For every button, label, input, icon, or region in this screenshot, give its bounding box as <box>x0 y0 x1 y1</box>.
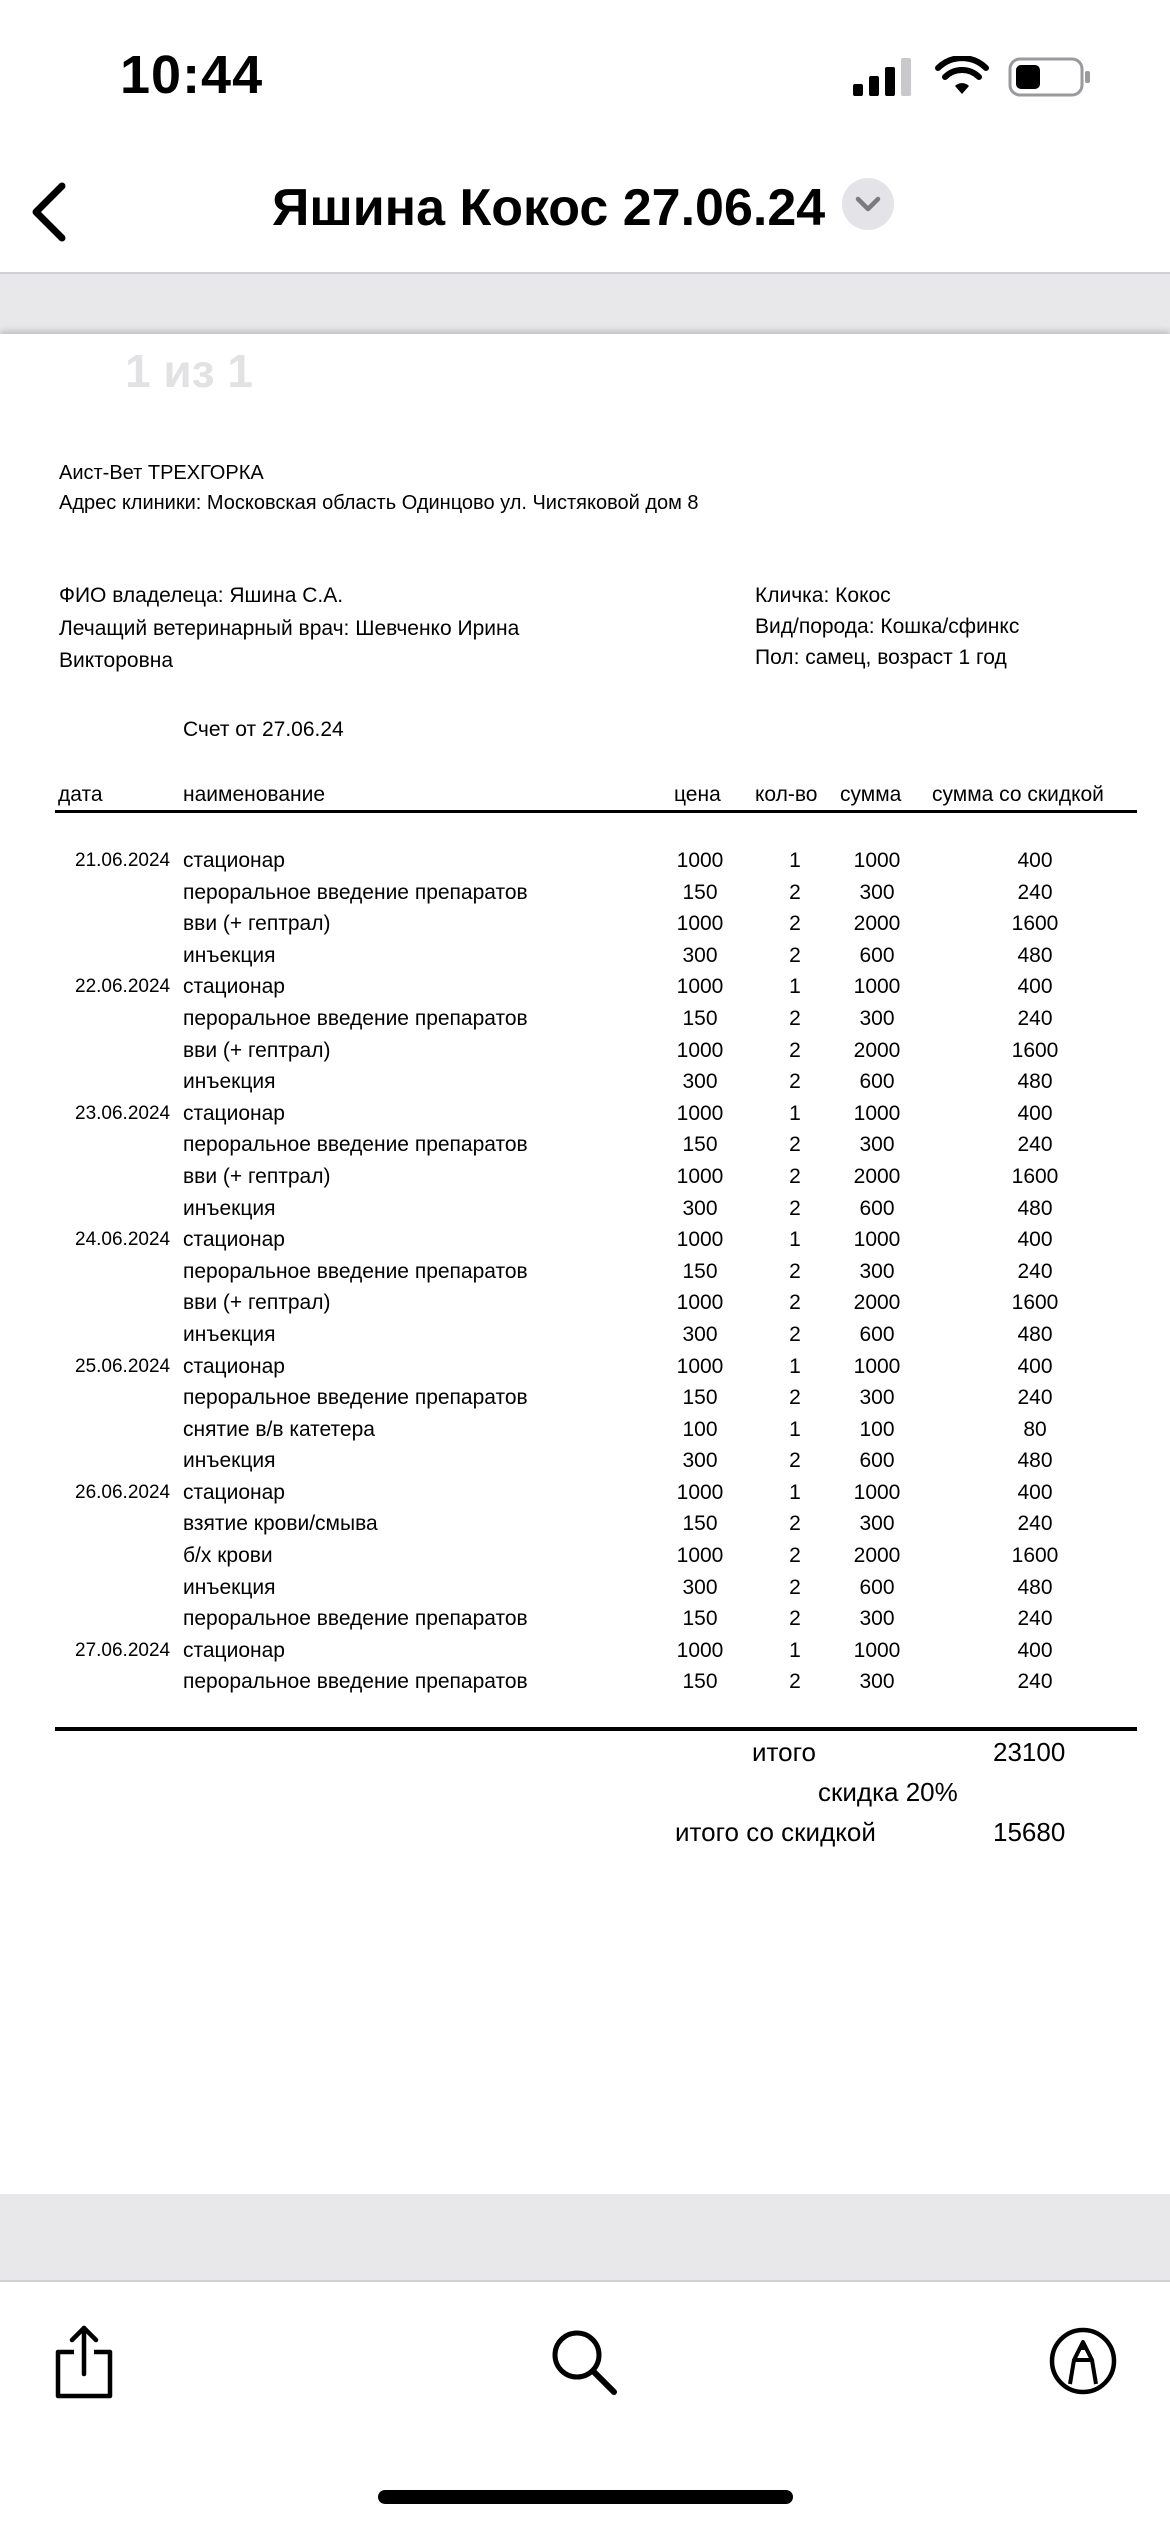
table-row <box>0 1256 1170 1288</box>
cell-price: 1000 <box>676 1291 724 1315</box>
cell-name: стационар <box>183 975 285 999</box>
table-row <box>0 1414 1170 1446</box>
chevron-left-icon[interactable] <box>18 172 82 252</box>
cell-discounted: 240 <box>1017 1259 1053 1283</box>
cell-discounted: 240 <box>1017 1607 1053 1631</box>
discount-label: скидка 20% <box>818 1777 958 1807</box>
cell-qty: 1 <box>789 975 801 999</box>
cell-discounted: 400 <box>1017 1354 1053 1378</box>
cell-name: инъекция <box>183 943 276 967</box>
cell-qty: 1 <box>789 1228 801 1252</box>
table-header-divider <box>55 810 1137 813</box>
table-row <box>0 971 1170 1003</box>
cell-discounted: 480 <box>1017 1322 1053 1346</box>
cellular-signal-icon <box>853 58 915 96</box>
cell-qty: 2 <box>789 1164 801 1188</box>
cell-price: 300 <box>682 1322 718 1346</box>
cell-discounted: 480 <box>1017 1196 1053 1220</box>
cell-price: 1000 <box>676 1038 724 1062</box>
cell-sum: 600 <box>859 1449 895 1473</box>
cell-price: 150 <box>682 1670 718 1694</box>
cell-price: 150 <box>682 1386 718 1410</box>
column-header-qty: кол-во <box>755 783 818 806</box>
cell-date: 24.06.2024 <box>75 1229 171 1251</box>
cell-price: 150 <box>682 880 718 904</box>
table-row <box>0 1666 1170 1698</box>
cell-sum: 2000 <box>853 1164 901 1188</box>
cell-discounted: 1600 <box>1011 1291 1059 1315</box>
table-row <box>0 1035 1170 1067</box>
invoice-table-body <box>0 845 1170 1698</box>
cell-price: 300 <box>682 1070 718 1094</box>
table-row <box>0 1129 1170 1161</box>
table-row <box>0 1161 1170 1193</box>
cell-price: 1000 <box>676 1164 724 1188</box>
table-row <box>0 1003 1170 1035</box>
table-row <box>0 1224 1170 1256</box>
cell-date: 25.06.2024 <box>75 1355 171 1377</box>
cell-date: 21.06.2024 <box>75 850 171 871</box>
cell-qty: 2 <box>789 943 801 967</box>
cell-qty: 1 <box>789 1417 801 1441</box>
cell-discounted: 1600 <box>1011 1164 1059 1188</box>
cell-discounted: 1600 <box>1011 1544 1059 1568</box>
cell-name: вви (+ гептрал) <box>183 1291 331 1315</box>
table-row <box>0 1508 1170 1540</box>
cell-discounted: 240 <box>1017 1670 1053 1694</box>
invoice-date: Счет от 27.06.24 <box>183 718 344 741</box>
cell-price: 300 <box>682 943 718 967</box>
cell-sum: 300 <box>859 1512 895 1536</box>
cell-name: пероральное введение препаратов <box>183 1607 528 1631</box>
cell-discounted: 80 <box>1023 1417 1047 1441</box>
pet-breed: Вид/порода: Кошка/сфинкс <box>755 615 1020 638</box>
cell-sum: 300 <box>859 1607 895 1631</box>
cell-sum: 1000 <box>853 1354 901 1378</box>
cell-date: 27.06.2024 <box>75 1639 171 1661</box>
clinic-address: Адрес клиники: Московская область Одинцово ул. Чистяковой дом 8 <box>59 492 699 514</box>
cell-name: стационар <box>183 1101 285 1125</box>
pdf-page[interactable] <box>0 334 1170 2194</box>
doctor-name: Лечащий ветеринарный врач: Шевченко Ирина Викторовна <box>59 617 520 672</box>
cell-qty: 2 <box>789 880 801 904</box>
cell-sum: 1000 <box>853 1480 901 1504</box>
cell-price: 1000 <box>676 1544 724 1568</box>
cell-sum: 2000 <box>853 1038 901 1062</box>
cell-sum: 300 <box>859 880 895 904</box>
cell-sum: 600 <box>859 1575 895 1599</box>
total-value: 23100 <box>993 1737 1066 1767</box>
cell-qty: 2 <box>789 1512 801 1536</box>
cell-price: 1000 <box>676 1228 724 1252</box>
cell-date: 22.06.2024 <box>75 976 171 998</box>
cell-qty: 2 <box>789 912 801 936</box>
battery-icon <box>1008 56 1092 98</box>
cell-sum: 300 <box>859 1386 895 1410</box>
cell-sum: 1000 <box>853 1228 901 1252</box>
cell-discounted: 480 <box>1017 943 1053 967</box>
cell-discounted: 240 <box>1017 1133 1053 1157</box>
cell-qty: 2 <box>789 1670 801 1694</box>
cell-price: 1000 <box>676 975 724 999</box>
cell-qty: 2 <box>789 1575 801 1599</box>
cell-qty: 2 <box>789 1006 801 1030</box>
status-time: 10:44 <box>120 45 264 105</box>
cell-date: 26.06.2024 <box>75 1481 171 1503</box>
table-row <box>0 940 1170 972</box>
cell-name: стационар <box>183 1354 285 1378</box>
cell-discounted: 400 <box>1017 1101 1053 1125</box>
cell-discounted: 240 <box>1017 1006 1053 1030</box>
cell-sum: 2000 <box>853 1291 901 1315</box>
cell-discounted: 240 <box>1017 880 1053 904</box>
cell-qty: 2 <box>789 1322 801 1346</box>
cell-price: 150 <box>682 1607 718 1631</box>
cell-price: 300 <box>682 1449 718 1473</box>
cell-sum: 300 <box>859 1259 895 1283</box>
owner-name: ФИО владелеца: Яшина С.А. <box>59 584 344 607</box>
cell-name: инъекция <box>183 1575 276 1599</box>
total-discounted-label: итого со скидкой <box>675 1817 876 1847</box>
cell-sum: 600 <box>859 943 895 967</box>
cell-discounted: 480 <box>1017 1449 1053 1473</box>
cell-price: 1000 <box>676 1480 724 1504</box>
column-header-sum: сумма <box>840 783 902 806</box>
cell-qty: 2 <box>789 1544 801 1568</box>
cell-qty: 2 <box>789 1070 801 1094</box>
wifi-icon <box>935 56 989 96</box>
cell-name: стационар <box>183 1480 285 1504</box>
table-row <box>0 1319 1170 1351</box>
cell-name: стационар <box>183 1638 285 1662</box>
cell-sum: 1000 <box>853 1101 901 1125</box>
navigation-bar <box>0 150 1170 274</box>
cell-price: 150 <box>682 1512 718 1536</box>
cell-discounted: 400 <box>1017 849 1053 872</box>
table-row <box>0 1287 1170 1319</box>
cell-qty: 2 <box>789 1386 801 1410</box>
chevron-down-icon[interactable] <box>842 178 894 230</box>
table-row <box>0 1540 1170 1572</box>
cell-price: 300 <box>682 1575 718 1599</box>
clinic-name: Аист-Вет ТРЕХГОРКА <box>59 462 264 484</box>
table-row <box>0 1351 1170 1383</box>
cell-sum: 300 <box>859 1006 895 1030</box>
cell-qty: 1 <box>789 1354 801 1378</box>
cell-sum: 300 <box>859 1670 895 1694</box>
column-header-name: наименование <box>183 783 326 806</box>
cell-sum: 600 <box>859 1196 895 1220</box>
totals-divider <box>55 1727 1137 1731</box>
table-row <box>0 1098 1170 1130</box>
cell-price: 150 <box>682 1259 718 1283</box>
cell-name: инъекция <box>183 1196 276 1220</box>
cell-qty: 2 <box>789 1196 801 1220</box>
cell-sum: 2000 <box>853 1544 901 1568</box>
cell-price: 100 <box>682 1417 718 1441</box>
cell-qty: 1 <box>789 1101 801 1125</box>
cell-sum: 1000 <box>853 849 901 872</box>
cell-sum: 1000 <box>853 1638 901 1662</box>
cell-qty: 1 <box>789 1480 801 1504</box>
cell-price: 1000 <box>676 1638 724 1662</box>
cell-name: пероральное введение препаратов <box>183 1386 528 1410</box>
column-header-price: цена <box>674 783 721 806</box>
cell-discounted: 240 <box>1017 1386 1053 1410</box>
column-header-discounted: сумма со скидкой <box>932 783 1104 806</box>
cell-date: 23.06.2024 <box>75 1102 171 1124</box>
markup-pen-icon[interactable] <box>1048 2326 1118 2396</box>
cell-qty: 2 <box>789 1291 801 1315</box>
cell-qty: 2 <box>789 1607 801 1631</box>
cell-sum: 600 <box>859 1322 895 1346</box>
table-row <box>0 1445 1170 1477</box>
cell-sum: 100 <box>859 1417 895 1441</box>
table-row <box>0 845 1170 877</box>
cell-name: пероральное введение препаратов <box>183 1670 528 1694</box>
page-indicator: 1 из 1 <box>58 334 320 408</box>
cell-price: 150 <box>682 1006 718 1030</box>
pet-sex-age: Пол: самец, возраст 1 год <box>755 646 1007 669</box>
document-title[interactable]: Яшина Кокос 27.06.24 <box>272 179 826 237</box>
cell-name: пероральное введение препаратов <box>183 1259 528 1283</box>
cell-name: пероральное введение препаратов <box>183 1133 528 1157</box>
cell-sum: 300 <box>859 1133 895 1157</box>
cell-qty: 2 <box>789 1449 801 1473</box>
table-row <box>0 1635 1170 1667</box>
total-discounted-value: 15680 <box>993 1817 1066 1847</box>
cell-discounted: 480 <box>1017 1575 1053 1599</box>
cell-price: 1000 <box>676 849 724 872</box>
table-row <box>0 1572 1170 1604</box>
cell-name: инъекция <box>183 1322 276 1346</box>
cell-qty: 2 <box>789 1133 801 1157</box>
table-row <box>0 1603 1170 1635</box>
document-background-bottom <box>0 2194 1170 2282</box>
cell-discounted: 1600 <box>1011 1038 1059 1062</box>
cell-price: 1000 <box>676 912 724 936</box>
cell-qty: 1 <box>789 849 801 872</box>
document-background-top <box>0 274 1170 334</box>
share-icon[interactable] <box>52 2322 116 2402</box>
status-bar <box>0 0 1170 150</box>
cell-name: инъекция <box>183 1070 276 1094</box>
table-row <box>0 1477 1170 1509</box>
cell-sum: 1000 <box>853 975 901 999</box>
cell-name: стационар <box>183 1228 285 1252</box>
cell-sum: 600 <box>859 1070 895 1094</box>
cell-discounted: 400 <box>1017 1480 1053 1504</box>
total-label: итого <box>752 1737 816 1767</box>
table-row <box>0 877 1170 909</box>
cell-price: 150 <box>682 1133 718 1157</box>
table-row <box>0 1193 1170 1225</box>
cell-name: вви (+ гептрал) <box>183 1038 331 1062</box>
column-header-date: дата <box>58 783 103 806</box>
cell-name: вви (+ гептрал) <box>183 1164 331 1188</box>
cell-name: инъекция <box>183 1449 276 1473</box>
pet-name: Кличка: Кокос <box>755 584 891 607</box>
cell-name: б/х крови <box>183 1544 273 1568</box>
cell-name: стационар <box>183 849 285 872</box>
cell-discounted: 400 <box>1017 975 1053 999</box>
cell-qty: 1 <box>789 1638 801 1662</box>
cell-discounted: 1600 <box>1011 912 1059 936</box>
cell-discounted: 480 <box>1017 1070 1053 1094</box>
table-row <box>0 1382 1170 1414</box>
cell-discounted: 240 <box>1017 1512 1053 1536</box>
cell-price: 1000 <box>676 1101 724 1125</box>
home-indicator[interactable] <box>378 2490 793 2504</box>
cell-sum: 2000 <box>853 912 901 936</box>
cell-discounted: 400 <box>1017 1638 1053 1662</box>
cell-name: пероральное введение препаратов <box>183 880 528 904</box>
search-icon[interactable] <box>548 2326 620 2398</box>
cell-name: пероральное введение препаратов <box>183 1006 528 1030</box>
cell-name: вви (+ гептрал) <box>183 912 331 936</box>
cell-qty: 2 <box>789 1038 801 1062</box>
cell-qty: 2 <box>789 1259 801 1283</box>
table-row <box>0 1066 1170 1098</box>
cell-price: 1000 <box>676 1354 724 1378</box>
cell-price: 300 <box>682 1196 718 1220</box>
cell-name: взятие крови/смыва <box>183 1512 378 1536</box>
table-row <box>0 908 1170 940</box>
cell-discounted: 400 <box>1017 1228 1053 1252</box>
cell-name: снятие в/в катетера <box>183 1417 375 1441</box>
